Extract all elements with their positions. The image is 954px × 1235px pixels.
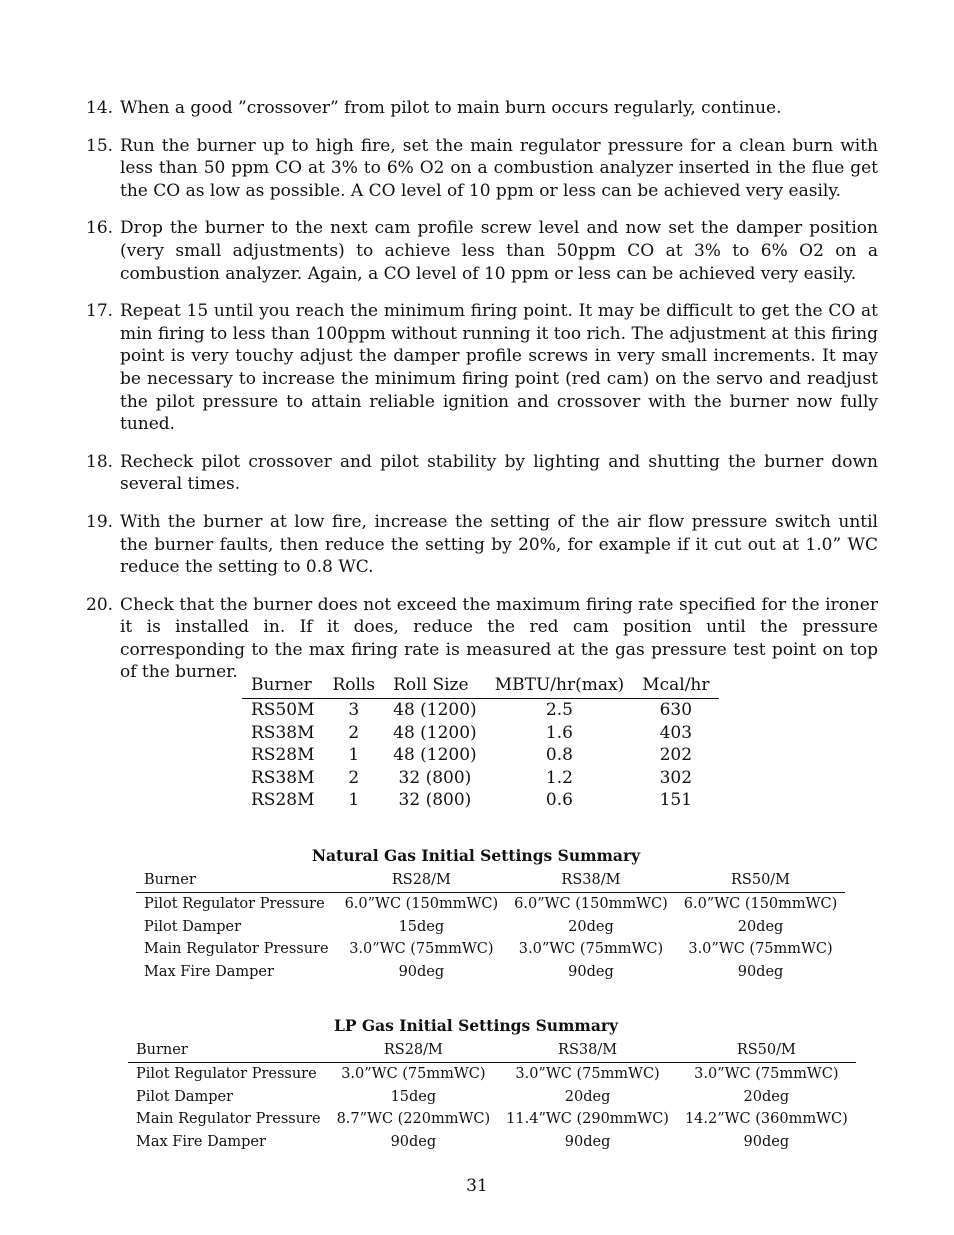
step-text: Repeat 15 until you reach the minimum firing point. It may be difficult to get the CO at min firing to less than 100ppm without running it too rich. The adjustment at this firing point is very touchy adjust the damper profile screws in very small increments. It may be necessary to increase the minimum firing point (red cam) on the servo and readjust the pilot pressure to attain reliable ignition and crossover with the burner now fully tuned. <box>120 301 878 435</box>
step-text: Drop the burner to the next cam profile screw level and now set the damper position (very small adjustments) to achieve less than 50ppm CO at 3% to 6% O2 on a combustion analyzer. Again, a CO level of 10 ppm or less can be achieved very easily. <box>120 218 878 284</box>
table-cell: RS38M <box>251 767 315 788</box>
column-header: Roll Size <box>384 674 486 699</box>
step-number: 17. <box>86 301 114 322</box>
table-cell: 2 <box>348 767 360 788</box>
table-cell: RS28M <box>251 790 315 811</box>
table-cell: 1.2 <box>545 767 573 788</box>
step-19 <box>86 511 878 579</box>
table-cell: 90deg <box>737 963 784 980</box>
step-16 <box>86 217 878 285</box>
step-18 <box>86 451 878 496</box>
table-cell: 20deg <box>568 918 614 935</box>
natural-gas-table-title: Natural Gas Initial Settings Summary <box>311 846 641 865</box>
table-cell: 48 (1200) <box>393 722 477 743</box>
step-text: With the burner at low fire, increase the setting of the air flow pressure switch until the burner faults, then reduce the setting by 20%, for example if it cut out at 1.0” WC reduce the setting to 0.8 WC. <box>120 511 878 578</box>
table-cell: 3.0”WC (75mmWC) <box>694 1066 839 1082</box>
table-cell: 302 <box>659 767 693 788</box>
table-row <box>128 1086 856 1109</box>
table-cell: 6.0”WC (150mmWC) <box>683 896 838 912</box>
burner-capacity-table <box>242 674 719 812</box>
column-header: Burner <box>136 870 337 893</box>
table-cell: 32 (800) <box>398 767 472 788</box>
table-cell: Max Fire Damper <box>144 963 274 980</box>
table-cell: 90deg <box>398 963 445 980</box>
table-cell: Pilot Damper <box>144 918 242 935</box>
table-row <box>242 699 719 722</box>
table-cell: 3.0”WC (75mmWC) <box>349 941 494 957</box>
table-cell: 3.0”WC (75mmWC) <box>688 941 833 957</box>
table-cell: 1 <box>348 790 360 811</box>
table-cell: 1.6 <box>545 722 573 743</box>
table-cell: 630 <box>659 700 693 720</box>
step-text: When a good ”crossover” from pilot to main burn occurs regularly, continue. <box>120 98 782 118</box>
table-cell: 32 (800) <box>398 790 472 811</box>
step-number: 19. <box>86 511 114 532</box>
step-text: Check that the burner does not exceed the maximum firing rate specified for the ironer it is installed in. If it does, reduce the red cam position until the pressure corresponding to the max firing rate is measured at the gas pressure test point on top of the burner. <box>120 594 878 683</box>
table-cell: 2.5 <box>545 700 573 720</box>
table-cell: 90deg <box>390 1133 437 1150</box>
table-row <box>128 1063 856 1086</box>
table-cell: 2 <box>348 722 360 743</box>
step-number: 14. <box>86 98 114 118</box>
step-number: 18. <box>86 451 114 472</box>
table-row <box>136 916 845 939</box>
table-cell: 90deg <box>743 1133 790 1150</box>
table-cell: 3.0”WC (75mmWC) <box>341 1066 486 1082</box>
page-number: 31 <box>466 1176 488 1196</box>
table-cell: 48 (1200) <box>393 745 477 766</box>
table-row <box>242 722 719 745</box>
step-number: 16. <box>86 218 114 239</box>
table-cell: 3 <box>348 700 360 720</box>
column-header: RS38/M <box>506 870 676 893</box>
table-cell: RS50M <box>251 700 315 720</box>
step-15 <box>86 135 878 203</box>
lp-gas-settings-table <box>128 1040 856 1153</box>
table-cell: RS28M <box>251 745 315 766</box>
step-number: 15. <box>86 135 114 156</box>
table-cell: 0.6 <box>545 790 573 811</box>
table-row <box>242 744 719 767</box>
table-cell: 90deg <box>568 963 614 980</box>
table-cell: Main Regulator Pressure <box>136 1111 321 1127</box>
table-row <box>136 938 845 961</box>
step-number: 20. <box>86 594 114 615</box>
table-row <box>136 961 845 984</box>
table-cell: 202 <box>659 745 693 766</box>
column-header: Rolls <box>323 674 384 699</box>
table-row <box>242 767 719 790</box>
column-header: RS50/M <box>676 870 846 893</box>
table-cell: Max Fire Damper <box>136 1133 266 1150</box>
column-header: MBTU/hr(max) <box>486 674 633 699</box>
table-cell: 14.2”WC (360mmWC) <box>684 1111 848 1127</box>
table-cell: RS38M <box>251 722 315 743</box>
step-17 <box>86 300 878 436</box>
column-header: Burner <box>128 1040 329 1063</box>
column-header: Burner <box>242 674 323 699</box>
column-header: RS28/M <box>337 870 507 893</box>
table-cell: 3.0”WC (75mmWC) <box>515 1066 660 1082</box>
table-cell: Main Regulator Pressure <box>144 941 329 957</box>
table-cell: 15deg <box>398 918 445 935</box>
table-row <box>136 893 845 916</box>
table-header-row <box>136 870 845 893</box>
table-cell: 90deg <box>564 1133 611 1150</box>
lp-gas-table-title: LP Gas Initial Settings Summary <box>333 1016 619 1035</box>
table-header-row <box>128 1040 856 1063</box>
table-cell: 0.8 <box>545 745 573 766</box>
column-header: RS50/M <box>677 1040 856 1063</box>
table-cell: 6.0”WC (150mmWC) <box>514 896 668 912</box>
column-header: RS38/M <box>498 1040 677 1063</box>
table-cell: 11.4”WC (290mmWC) <box>506 1111 669 1127</box>
step-14 <box>86 97 878 120</box>
table-cell: 3.0”WC (75mmWC) <box>518 941 664 957</box>
step-text: Recheck pilot crossover and pilot stability by lighting and shutting the burner down several times. <box>120 451 878 495</box>
step-20 <box>86 594 878 684</box>
table-cell: 151 <box>659 790 693 811</box>
table-cell: 20deg <box>564 1088 611 1105</box>
table-cell: 48 (1200) <box>393 700 477 720</box>
table-header-row <box>242 674 719 699</box>
table-row <box>128 1108 856 1131</box>
step-text: Run the burner up to high fire, set the main regulator pressure for a clean burn with less than 50 ppm CO at 3% to 6% O2 on a combustion analyzer inserted in the flue get the CO as low as possible. A CO level of 10 ppm or less can be achieved very easily. <box>120 135 878 201</box>
table-row <box>128 1131 856 1154</box>
table-cell: Pilot Regulator Pressure <box>136 1066 317 1082</box>
table-row <box>242 789 719 812</box>
column-header: RS28/M <box>329 1040 499 1063</box>
natural-gas-settings-table <box>136 870 845 983</box>
table-cell: 6.0”WC (150mmWC) <box>344 896 499 912</box>
table-cell: 8.7”WC (220mmWC) <box>336 1111 491 1127</box>
table-cell: Pilot Regulator Pressure <box>144 896 325 912</box>
table-cell: 20deg <box>737 918 784 935</box>
table-cell: Pilot Damper <box>136 1088 234 1105</box>
table-cell: 403 <box>659 722 693 743</box>
procedure-steps <box>86 97 878 699</box>
table-cell: 20deg <box>743 1088 790 1105</box>
table-cell: 1 <box>348 745 360 766</box>
column-header: Mcal/hr <box>633 674 718 699</box>
table-cell: 15deg <box>390 1088 437 1105</box>
